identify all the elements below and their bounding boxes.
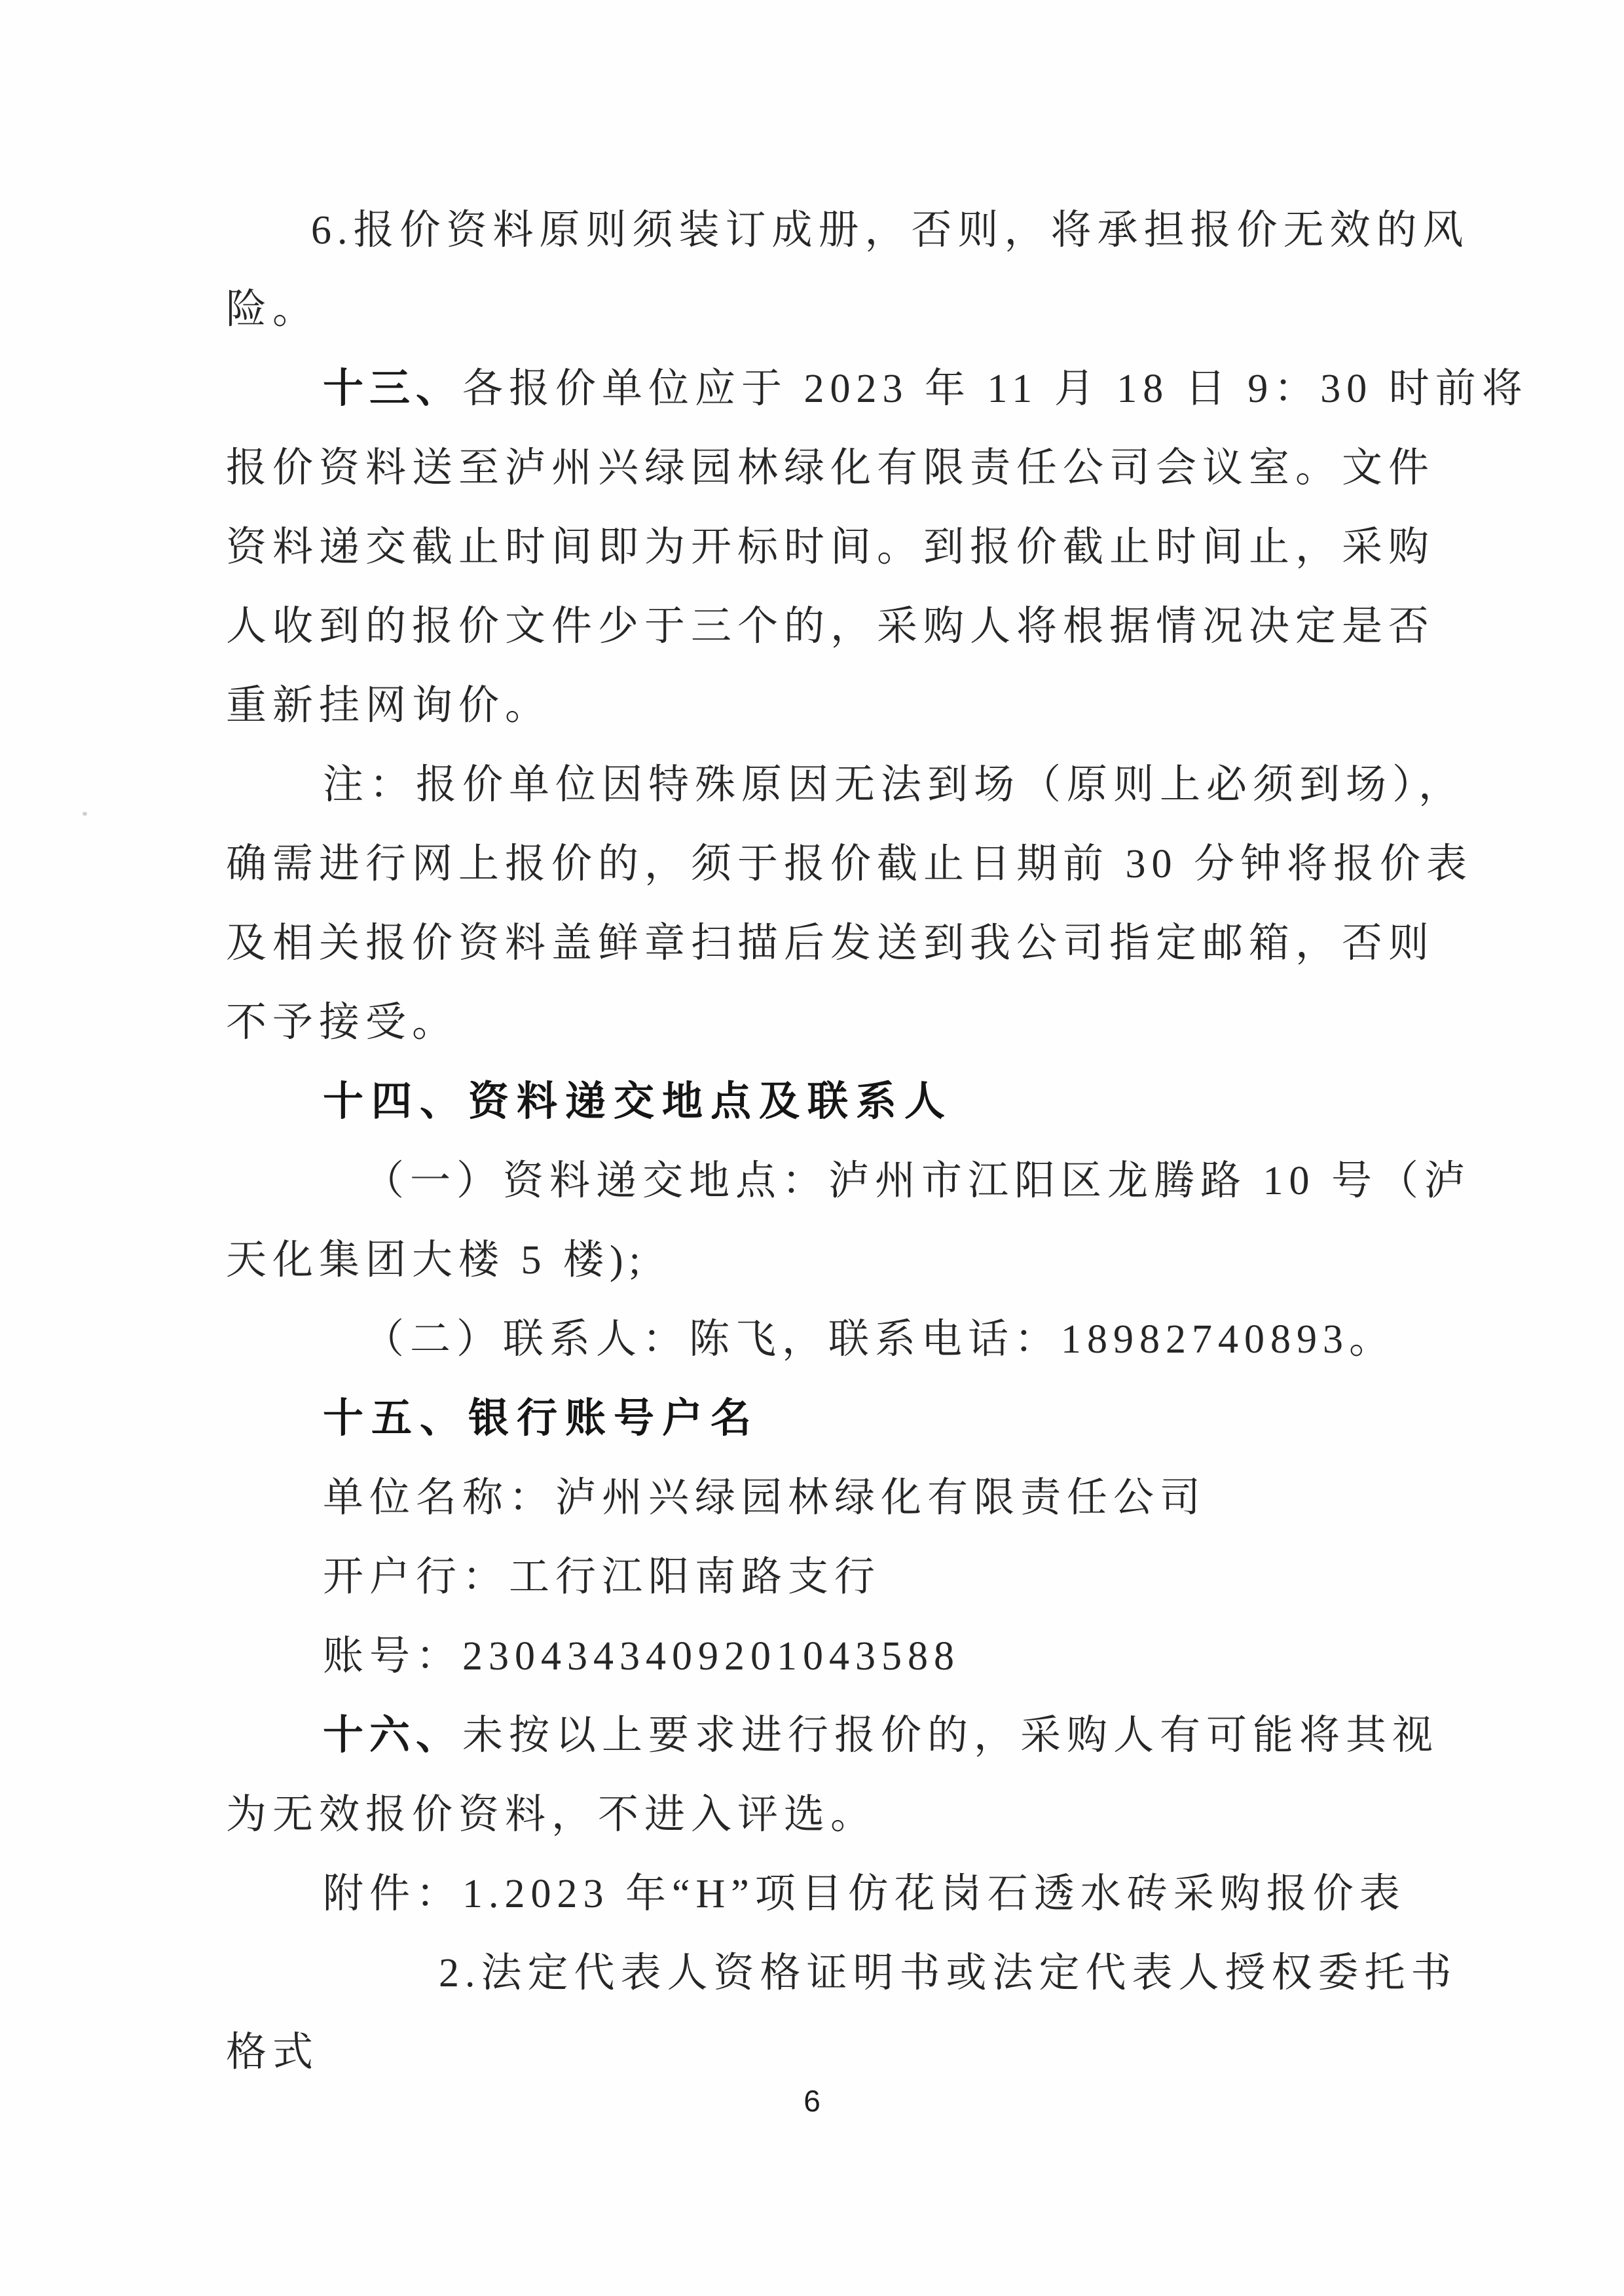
text-line: [226, 904, 1435, 983]
line-text: 单位名称：泸州兴绿园林绿化有限责任公司: [323, 1476, 1207, 1520]
line-text: 格式: [226, 2030, 320, 2075]
text-line: [226, 1538, 1411, 1617]
text-line: [226, 983, 1411, 1063]
line-text: 报价资料送至泸州兴绿园林绿化有限责任公司会议室。文件: [226, 446, 1435, 490]
attachment-line: [226, 1855, 1411, 1934]
line-text: 6.报价资料原则须装订成册，否则，将承担报价无效的风: [311, 208, 1469, 253]
line-text: 为无效报价资料，不进入评选。: [226, 1793, 877, 1837]
section-heading: [226, 1063, 1411, 1142]
heading-text: 十五、银行账号户名: [323, 1396, 760, 1441]
section-number: 十三、: [323, 367, 463, 411]
text-line: [226, 1776, 1411, 1855]
page-number: 6: [803, 2084, 821, 2118]
line-text: 天化集团大楼 5 楼);: [226, 1238, 646, 1283]
line-text: 资料递交截止时间即为开标时间。到报价截止时间止，采购: [226, 525, 1435, 570]
text-line: [226, 825, 1473, 904]
line-text: 及相关报价资料盖鲜章扫描后发送到我公司指定邮箱，否则: [226, 921, 1435, 966]
text-line: [226, 666, 1411, 746]
line-text: 不予接受。: [226, 1000, 459, 1045]
text-line: [226, 746, 1466, 825]
line-text: 附件：1.2023 年“H”项目仿花岗石透水砖采购报价表: [323, 1872, 1406, 1916]
document-body: [226, 191, 1528, 2092]
line-text: 开户行：工行江阳南路支行: [323, 1555, 881, 1599]
text-line: [226, 1142, 1471, 1221]
line-text: 各报价单位应于 2023 年 11 月 18 日 9：30 时前将: [462, 367, 1528, 411]
line-text: 确需进行网上报价的，须于报价截止日期前 30 分钟将报价表: [226, 842, 1473, 886]
line-text: 人收到的报价文件少于三个的，采购人将根据情况决定是否: [226, 604, 1435, 649]
line-text: 未按以上要求进行报价的，采购人有可能将其视: [462, 1713, 1439, 1758]
text-line: [226, 191, 1469, 270]
scan-artifact-speck: [83, 812, 87, 816]
text-line: [226, 508, 1435, 587]
text-line: [226, 429, 1435, 508]
text-line: [226, 1696, 1439, 1776]
line-text: 注：报价单位因特殊原因无法到场（原则上必须到场），: [323, 763, 1466, 807]
line-text: （二）联系人：陈飞，联系电话：18982740893。: [363, 1317, 1396, 1362]
line-text: 账号：2304343409201043588: [323, 1634, 961, 1679]
line-text: （一）资料递交地点：泸州市江阳区龙腾路 10 号（泸: [363, 1159, 1471, 1203]
text-line: [226, 1617, 1411, 1696]
text-line: [226, 1221, 1411, 1300]
section-heading: [226, 1379, 1411, 1459]
section-number: 十六、: [323, 1713, 463, 1758]
line-text: 险。: [226, 287, 320, 332]
text-line: [226, 1459, 1411, 1538]
attachment-line: [226, 1934, 1458, 2013]
text-line: [226, 350, 1528, 429]
text-line: [226, 270, 1411, 350]
line-text: 2.法定代表人资格证明书或法定代表人授权委托书: [439, 1951, 1458, 1995]
text-line: [226, 2013, 1411, 2092]
line-text: 重新挂网询价。: [226, 683, 552, 728]
heading-text: 十四、资料递交地点及联系人: [323, 1080, 953, 1124]
text-line: [226, 1300, 1411, 1379]
text-line: [226, 587, 1435, 666]
